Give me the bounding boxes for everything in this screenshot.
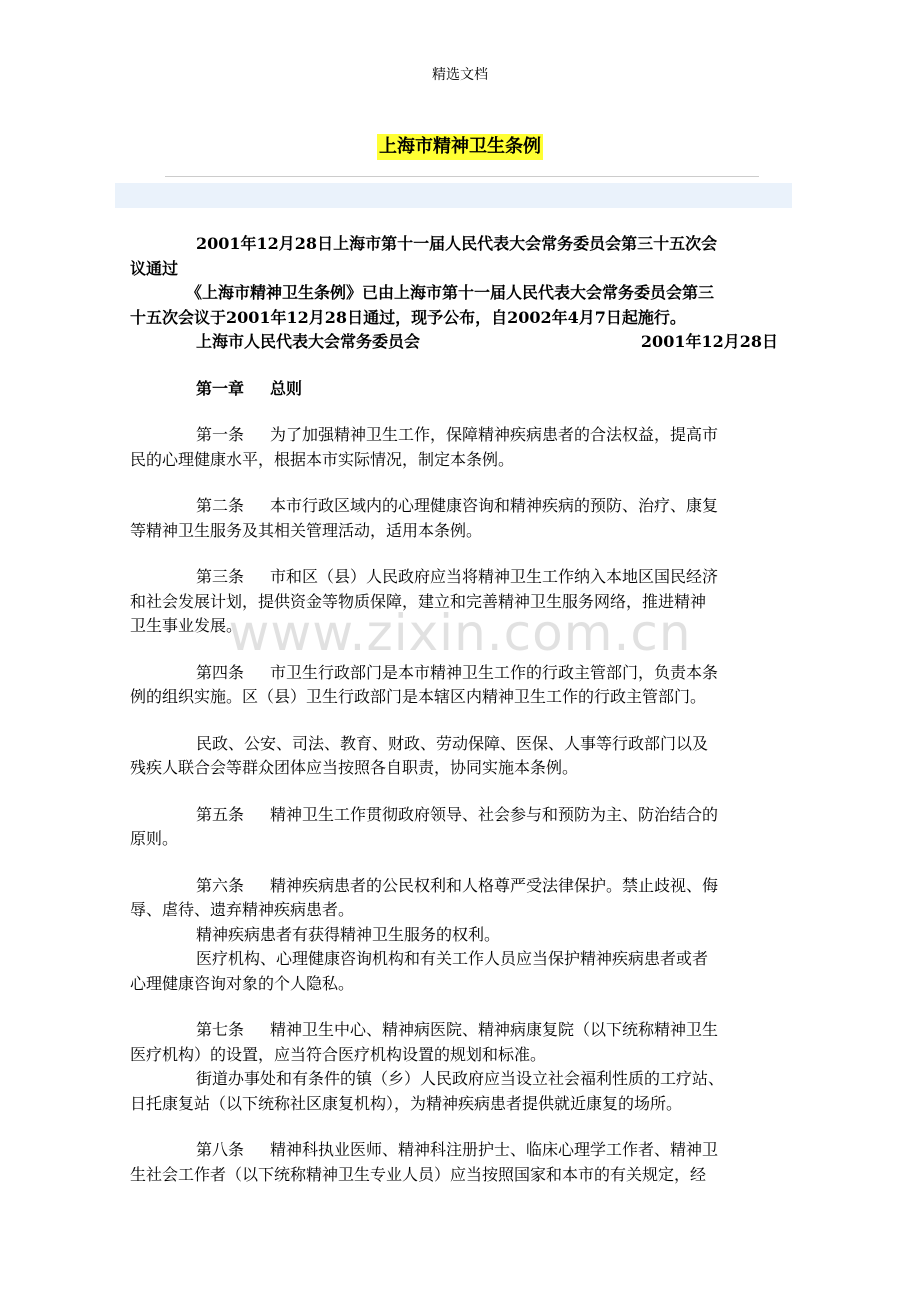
passed-line-cont: 议通过 <box>130 258 179 278</box>
article-8-cont: 生社会工作者（以下统称精神卫生专业人员）应当按照国家和本市的有关规定，经 <box>130 1164 707 1184</box>
document-body <box>130 232 796 1212</box>
article-2: 第二条 本市行政区域内的心理健康咨询和精神疾病的预防、治疗、康复 <box>196 496 719 515</box>
article-1-cont: 民的心理健康水平，根据本市实际情况，制定本条例。 <box>130 449 515 469</box>
issue-date: 2001年12月28日 <box>640 332 778 351</box>
article-4-cont: 例的组织实施。区（县）卫生行政部门是本辖区内精神卫生工作的行政主管部门。 <box>130 687 707 706</box>
article-6: 第六条 精神疾病患者的公民权利和人格尊严受法律保护。禁止歧视、侮 <box>196 875 719 895</box>
article-5: 第五条 精神卫生工作贯彻政府领导、社会参与和预防为主、防治结合的 <box>196 804 719 824</box>
article-4-para-2-cont: 残疾人联合会等群众团体应当按照各自职责，协同实施本条例。 <box>130 758 579 777</box>
article-label: 第三条 <box>196 567 245 586</box>
page-header: 精选文档 <box>432 67 488 83</box>
article-label: 第八条 <box>196 1140 245 1159</box>
promulgation-line: 《上海市精神卫生条例》已由上海市第十一届人民代表大会常务委员会第三 <box>186 283 715 302</box>
article-label: 第二条 <box>196 496 245 515</box>
article-label: 第五条 <box>196 804 245 824</box>
signature-line <box>130 330 796 355</box>
article-label: 第四条 <box>196 662 245 682</box>
article-1: 第一条 为了加强精神卫生工作，保障精神疾病患者的合法权益，提高市 <box>196 425 719 444</box>
passed-line: 2001年12月28日上海市第十一届人民代表大会常务委员会第三十五次会 <box>196 234 718 253</box>
article-7-cont: 医疗机构）的设置，应当符合医疗机构设置的规划和标准。 <box>130 1044 547 1064</box>
watermark: www.zixin.com.cn <box>228 604 692 662</box>
chapter-label: 第一章 <box>196 378 245 398</box>
title-wrap <box>0 134 920 160</box>
article-label: 第一条 <box>196 425 245 444</box>
info-bar <box>115 183 792 208</box>
article-7-para-2: 街道办事处和有条件的镇（乡）人民政府应当设立社会福利性质的工疗站、 <box>196 1069 725 1088</box>
promulgation-line-cont: 十五次会议于2001年12月28日通过，现予公布，自2002年4月7日起施行。 <box>130 307 686 327</box>
title-divider <box>165 176 759 177</box>
article-7: 第七条 精神卫生中心、精神病医院、精神病康复院（以下统称精神卫生 <box>196 1020 719 1039</box>
article-6-cont: 辱、虐待、遗弃精神疾病患者。 <box>130 900 355 919</box>
article-7-para-2-cont: 日托康复站（以下统称社区康复机构），为精神疾病患者提供就近康复的场所。 <box>130 1093 683 1113</box>
article-6-para-2: 精神疾病患者有获得精神卫生服务的权利。 <box>196 924 501 944</box>
article-3: 第三条 市和区（县）人民政府应当将精神卫生工作纳入本地区国民经济 <box>196 567 719 586</box>
article-8: 第八条 精神科执业医师、精神科注册护士、临床心理学工作者、精神卫 <box>196 1140 719 1159</box>
article-label: 第七条 <box>196 1020 245 1039</box>
article-4-para-2: 民政、公安、司法、教育、财政、劳动保障、医保、人事等行政部门以及 <box>196 733 709 753</box>
article-3-cont: 和社会发展计划，提供资金等物质保障，建立和完善精神卫生服务网络，推进精神 <box>130 591 707 611</box>
article-6-para-3-cont: 心理健康咨询对象的个人隐私。 <box>130 973 355 993</box>
article-label: 第六条 <box>196 875 245 895</box>
issuer: 上海市人民代表大会常务委员会 <box>196 332 421 351</box>
chapter-heading <box>130 377 796 402</box>
article-4: 第四条 市卫生行政部门是本市精神卫生工作的行政主管部门，负责本条 <box>196 662 719 682</box>
article-6-para-3: 医疗机构、心理健康咨询机构和有关工作人员应当保护精神疾病患者或者 <box>196 949 709 968</box>
article-5-cont: 原则。 <box>130 829 179 848</box>
article-2-cont: 等精神卫生服务及其相关管理活动，适用本条例。 <box>130 520 483 540</box>
chapter-title: 总则 <box>270 378 303 398</box>
document-title: 上海市精神卫生条例 <box>377 134 543 160</box>
article-3-cont: 卫生事业发展。 <box>130 616 243 635</box>
